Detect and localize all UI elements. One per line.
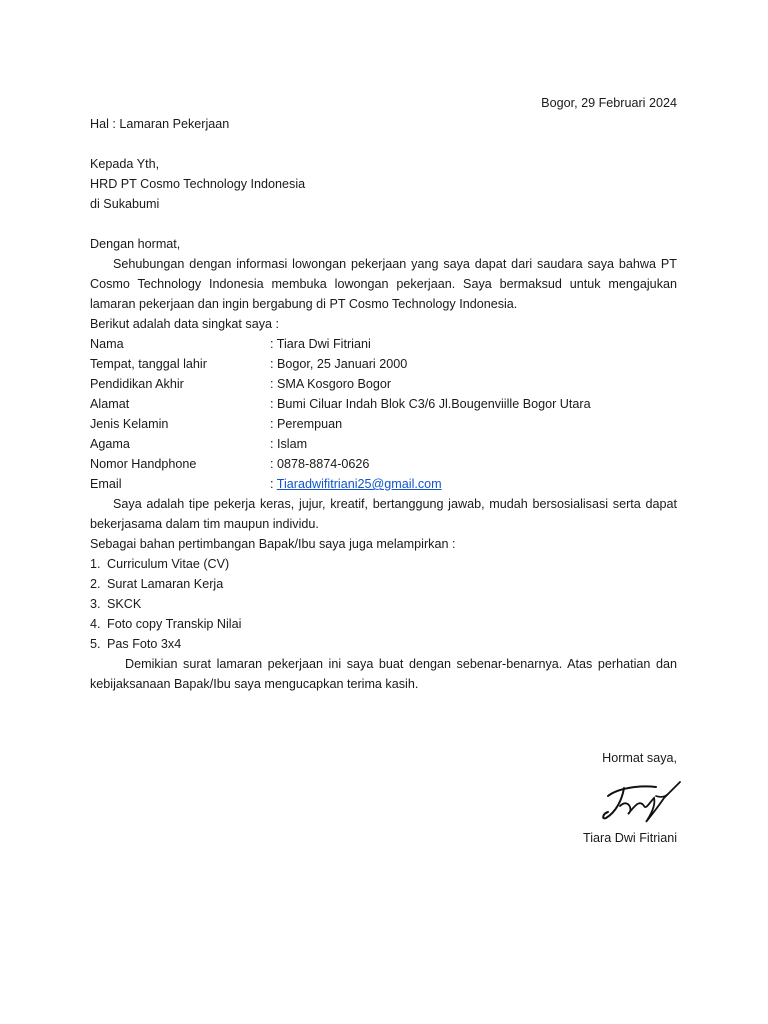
data-value: : Tiara Dwi Fitriani: [270, 337, 371, 351]
list-item: [90, 554, 677, 574]
recipient-line-1: Kepada Yth,: [90, 157, 160, 171]
traits-paragraph: Saya adalah tipe pekerja keras, jujur, kreatif, bertanggung jawab, mudah bersosialisasi serta dapat bekerjasama dalam tim maupun individu.: [90, 497, 677, 531]
data-row-religion: [90, 434, 677, 454]
data-label: Nama: [90, 337, 124, 351]
data-label: Alamat: [90, 397, 130, 411]
data-row-email: [90, 474, 677, 494]
data-row-address: [90, 394, 677, 414]
data-intro: Berikut adalah data singkat saya :: [90, 317, 280, 331]
list-text: SKCK: [107, 597, 142, 611]
data-value: : Perempuan: [270, 417, 343, 431]
list-text: Surat Lamaran Kerja: [107, 577, 224, 591]
attachments-intro: Sebagai bahan pertimbangan Bapak/Ibu saya juga melampirkan :: [90, 537, 456, 551]
recipient-line-3: di Sukabumi: [90, 197, 160, 211]
list-text: Pas Foto 3x4: [107, 637, 182, 651]
list-number: 1.: [90, 557, 101, 571]
list-item: [90, 614, 677, 634]
personal-data-table: [90, 334, 677, 494]
signoff: Hormat saya,: [602, 751, 677, 765]
data-row-birth: [90, 354, 677, 374]
list-item: [90, 574, 677, 594]
attachments-list: [90, 554, 677, 654]
data-value: : 0878-8874-0626: [270, 457, 370, 471]
list-number: 2.: [90, 577, 101, 591]
place-date: Bogor, 29 Februari 2024: [541, 96, 677, 110]
data-row-phone: [90, 454, 677, 474]
signature-name: Tiara Dwi Fitriani: [583, 831, 677, 845]
closing-paragraph: Demikian surat lamaran pekerjaan ini saya buat dengan sebenar-benarnya. Atas perhatian dan kebijaksanaan Bapak/Ibu saya mengucapkan terima kasih.: [90, 657, 677, 691]
data-label: Tempat, tanggal lahir: [90, 357, 207, 371]
greeting: Dengan hormat,: [90, 237, 181, 251]
intro-paragraph: Sehubungan dengan informasi lowongan pekerjaan yang saya dapat dari saudara saya bahwa PT Cosmo Technology Indonesia membuka lowongan pekerjaan. Saya bermaksud untuk mengajukan lamaran pekerjaan dan ingin bergabung di PT Cosmo Technology Indonesia.: [90, 257, 677, 311]
email-link[interactable]: Tiaradwifitriani25@gmail.com: [276, 477, 442, 491]
signature-image: [600, 776, 684, 826]
recipient-block: [90, 154, 677, 214]
data-value: : Islam: [270, 437, 308, 451]
recipient-line-2: HRD PT Cosmo Technology Indonesia: [90, 177, 306, 191]
data-value: [270, 474, 677, 494]
data-label: Pendidikan Akhir: [90, 377, 184, 391]
list-number: 4.: [90, 617, 101, 631]
data-label: Nomor Handphone: [90, 457, 197, 471]
data-value: : Bumi Ciluar Indah Blok C3/6 Jl.Bougenviille Bogor Utara: [270, 397, 591, 411]
data-value: : Bogor, 25 Januari 2000: [270, 357, 408, 371]
list-text: Foto copy Transkip Nilai: [107, 617, 242, 631]
data-row-education: [90, 374, 677, 394]
subject-line: Hal : Lamaran Pekerjaan: [90, 117, 230, 131]
data-row-name: [90, 334, 677, 354]
email-colon: :: [270, 477, 277, 491]
data-label: Jenis Kelamin: [90, 417, 169, 431]
list-item: [90, 634, 677, 654]
list-number: 5.: [90, 637, 101, 651]
list-text: Curriculum Vitae (CV): [107, 557, 230, 571]
data-value: : SMA Kosgoro Bogor: [270, 377, 392, 391]
data-label: Email: [90, 477, 122, 491]
list-number: 3.: [90, 597, 101, 611]
data-label: Agama: [90, 437, 130, 451]
data-row-gender: [90, 414, 677, 434]
list-item: [90, 594, 677, 614]
